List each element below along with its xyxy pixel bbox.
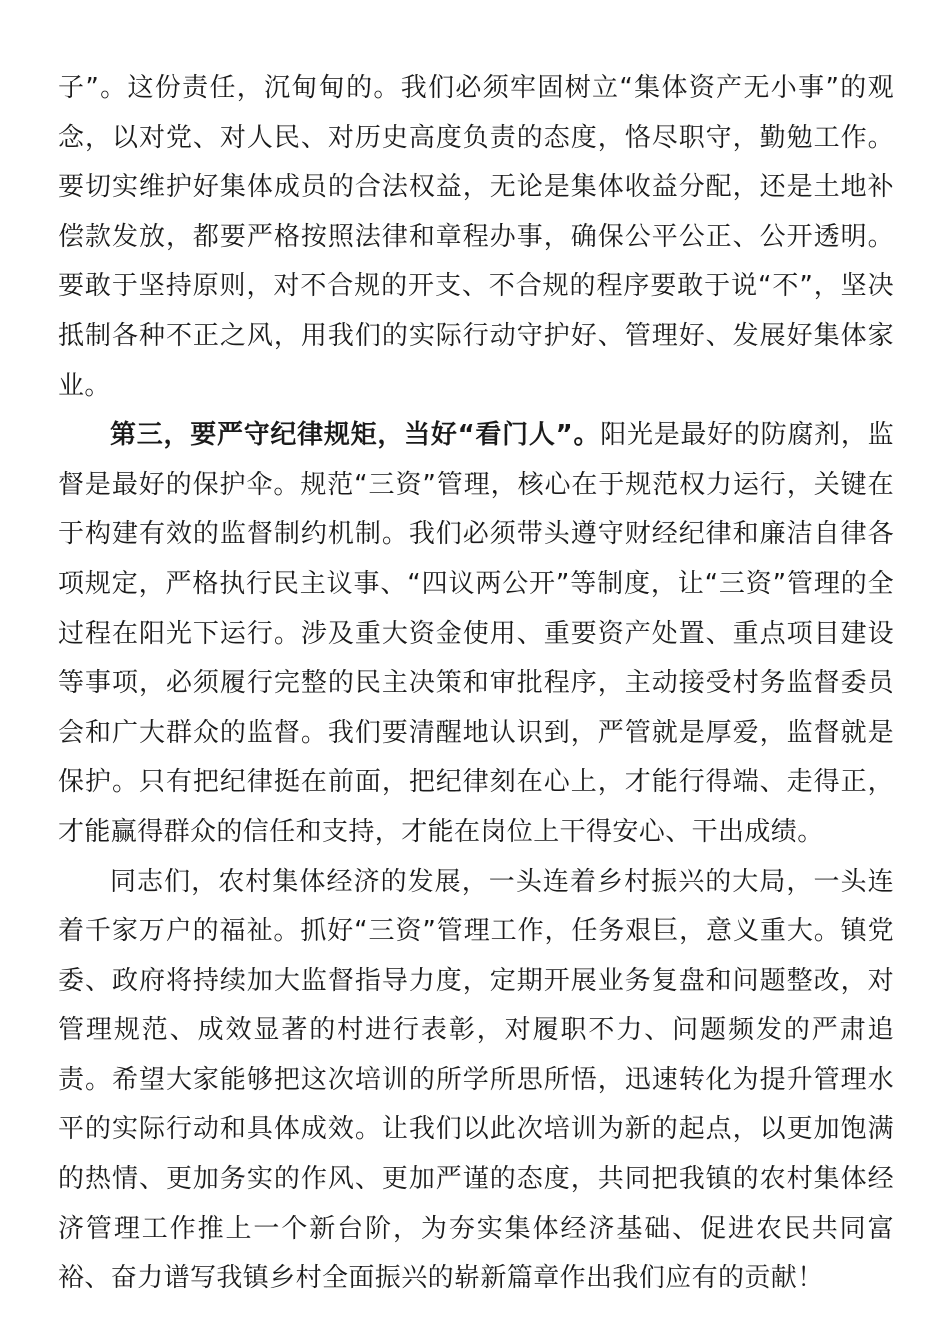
paragraph-continued: 子”。这份责任，沉甸甸的。我们必须牢固树立“集体资产无小事”的观念，以对党、对人民、对历史高度负责的态度，恪尽职守，勤勉工作。要切实维护好集体成员的合法权益，无论是集体收益分配，还是土地补偿款发放，都要严格按照法律和章程办事，确保公平公正、公开透明。要敢于坚持原则，对不合规的开支、不合规的程序要敢于说“不”，坚决抵制各种不正之风，用我们的实际行动守护好、管理好、发展好集体家业。 <box>58 73 894 401</box>
paragraph-closing: 同志们，农村集体经济的发展，一头连着乡村振兴的大局，一头连着千家万户的福祉。抓好“三资”管理工作，任务艰巨，意义重大。镇党委、政府将持续加大监督指导力度，定期开展业务复盘和问题整改，对管理规范、成效显著的村进行表彰，对履职不力、问题频发的严肃追责。希望大家能够把这次培训的所学所思所悟，迅速转化为提升管理水平的实际行动和具体成效。让我们以此次培训为新的起点，以更加饱满的热情、更加务实的作风、更加严谨的态度，共同把我镇的农村集体经济管理工作推上一个新台阶，为夯实集体经济基础、促进农民共同富裕、奋力谱写我镇乡村全面振兴的崭新篇章作出我们应有的贡献！ <box>58 866 894 1294</box>
third-point-heading: 第三，要严守纪律规矩，当好“看门人”。 <box>110 420 601 451</box>
paragraph-third-point <box>58 411 894 857</box>
document-page <box>58 64 894 1304</box>
third-point-body: 阳光是最好的防腐剂，监督是最好的保护伞。规范“三资”管理，核心在于规范权力运行，关键在于构建有效的监督制约机制。我们必须带头遵守财经纪律和廉洁自律各项规定，严格执行民主议事、“四议两公开”等制度，让“三资”管理的全过程在阳光下运行。涉及重大资金使用、重要资产处置、重点项目建设等事项，必须履行完整的民主决策和审批程序，主动接受村务监督委员会和广大群众的监督。我们要清醒地认识到，严管就是厚爱，监督就是保护。只有把纪律挺在前面，把纪律刻在心上，才能行得端、走得正，才能赢得群众的信任和支持，才能在岗位上干得安心、干出成绩。 <box>58 420 895 847</box>
